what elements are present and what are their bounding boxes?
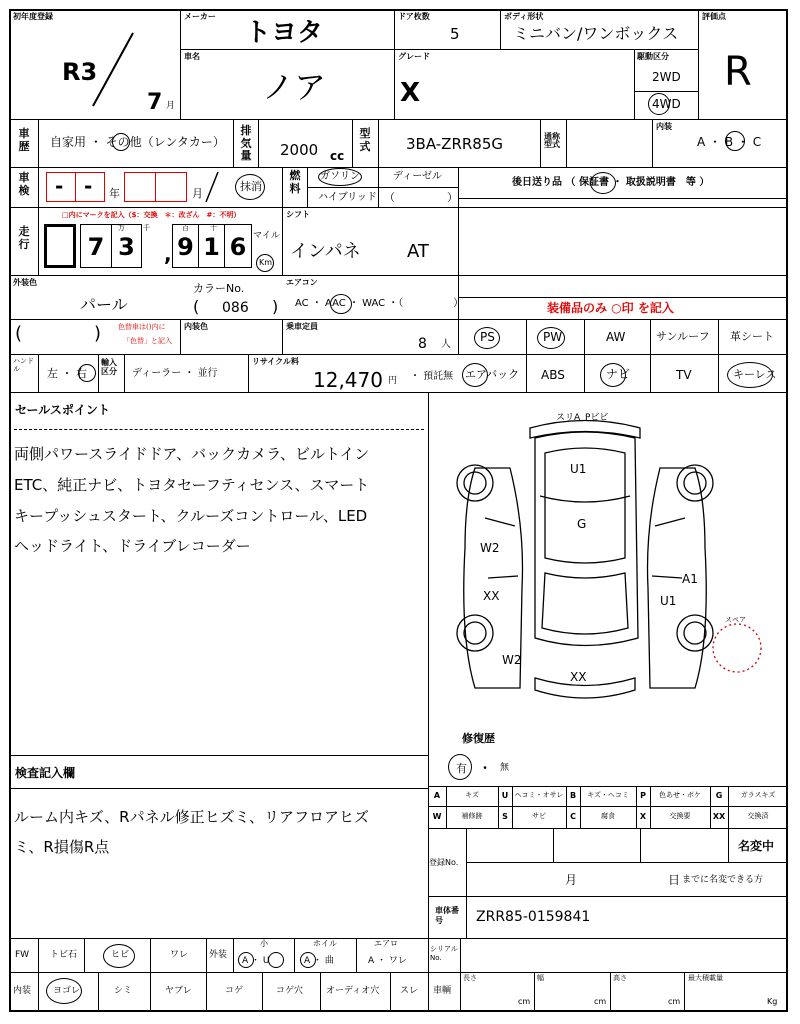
- notes-line-2: ミ、R損傷R点: [14, 838, 110, 856]
- divider: [180, 319, 181, 354]
- legend-desc: キズ: [465, 791, 479, 799]
- naiso-yogore: ヨゴレ: [53, 986, 81, 996]
- divider: [307, 187, 458, 188]
- repair-yes: 有: [456, 762, 467, 775]
- exterior-color-value: パール: [80, 295, 128, 314]
- divider: [9, 319, 788, 320]
- capacity-label: 乗車定員: [286, 322, 318, 331]
- fw-ware: ワレ: [170, 950, 189, 960]
- divider: [98, 354, 99, 392]
- gaiso-earo-val: A ・ ワレ: [368, 956, 407, 966]
- spare-label: スペア: [725, 616, 746, 624]
- interior-b-circle: [725, 131, 745, 151]
- interior-color-label: 内装色: [184, 322, 208, 331]
- mileage-note: □内にマークを記入（$：交換 ＊：改ざん #：不明）: [62, 211, 241, 219]
- divider: [294, 938, 295, 972]
- serial-label: シリアルNo.: [430, 945, 458, 962]
- fw-label: FW: [15, 950, 30, 960]
- divider: [233, 119, 234, 167]
- divider: [698, 9, 699, 119]
- equip-tv: TV: [676, 368, 692, 382]
- odo-unit-mile: マイル: [253, 231, 280, 241]
- divider: [728, 828, 729, 862]
- odometer-digit-3: 3: [111, 224, 142, 268]
- odo-unit-100: 百: [182, 224, 189, 232]
- divider: [553, 828, 554, 862]
- legend-desc: サビ: [532, 812, 546, 820]
- chassis-label: 車体番号: [435, 906, 459, 925]
- interior-note-2: 「色替」と記入: [123, 337, 172, 345]
- length-label: 長さ: [463, 974, 477, 982]
- meihen-change: 名変中: [738, 839, 775, 853]
- gaiso-hoiru-val: A ・ 曲: [304, 956, 334, 966]
- divider: [38, 938, 39, 1012]
- legend-desc: 交換済: [747, 812, 769, 820]
- grade-value: X: [400, 78, 421, 108]
- mileage-label: 走行: [18, 225, 30, 251]
- divider: [584, 319, 585, 392]
- gaiso-a-circle: [238, 952, 254, 968]
- divider: [458, 297, 788, 298]
- divider: [640, 828, 641, 862]
- legend-desc: ガラスキズ: [740, 791, 776, 799]
- inspection-year-unit: 年: [109, 187, 120, 200]
- legend-code: A: [433, 791, 441, 800]
- divider: [352, 119, 353, 167]
- aircon-aac-circle: [330, 294, 352, 314]
- recycle-unit: 円: [388, 376, 398, 386]
- equip-sunroof: サンルーフ: [656, 330, 710, 343]
- divider: [378, 119, 379, 167]
- divider: [610, 972, 611, 1012]
- drive-4wd: 4WD: [652, 97, 681, 111]
- divider: [428, 938, 429, 1012]
- displacement-value: 2000: [280, 141, 319, 159]
- divider: [718, 319, 719, 392]
- divider: [500, 9, 501, 49]
- legend-desc: 補修跡: [461, 812, 483, 820]
- naiso-shimi: シミ: [114, 986, 133, 996]
- dealer-value: ディーラー ・ 並行: [132, 368, 218, 379]
- model-label: 型式: [359, 127, 371, 153]
- reg-era: R3: [62, 58, 98, 86]
- fuel-gasoline-circle: [318, 168, 362, 186]
- mark-g: G: [577, 517, 587, 531]
- divider: [124, 354, 125, 392]
- naiso-label: 内装: [13, 986, 32, 996]
- divider: [262, 972, 263, 1012]
- equip-navi-circle: [600, 363, 626, 387]
- legend-desc: 交換要: [669, 812, 691, 820]
- equipment-title: 装備品のみ ○印 を記入: [547, 301, 674, 315]
- sales-line-2: ETC、純正ナビ、トヨタセーフティセンス、スマート: [14, 476, 370, 494]
- color-no-paren-close: ): [272, 297, 279, 316]
- divider: [526, 319, 527, 392]
- body-value: ミニバン/ワンボックス: [513, 24, 679, 43]
- slash-mark: [202, 170, 222, 204]
- inspection-d1: -: [55, 174, 64, 198]
- fuel-gasoline: ガソリン: [320, 171, 360, 182]
- legend-desc: 色あせ・ボケ: [659, 791, 701, 799]
- repair-no: 無: [500, 763, 510, 773]
- fuel-hybrid: ハイブリッド: [318, 192, 377, 203]
- odometer-digit-5: 9: [172, 224, 199, 268]
- divider: [258, 119, 259, 167]
- legend-desc: ヘコミ・オサレ: [514, 791, 564, 799]
- divider: [394, 9, 395, 119]
- divider: [566, 119, 567, 167]
- history-other-circle: [112, 133, 130, 151]
- odometer-sep: ,: [164, 242, 172, 266]
- gaiso-sho-val: A ・ U: [242, 956, 270, 966]
- fw-hibi: ヒビ: [111, 950, 130, 960]
- fuel-diesel: ディーゼル: [393, 171, 442, 182]
- repair-yes-circle: [448, 754, 472, 780]
- divider: [458, 167, 459, 354]
- aircon-label: エアコン: [286, 278, 318, 287]
- divider: [9, 167, 788, 168]
- odo-unit-km: Km: [259, 258, 273, 267]
- legend-code: S: [502, 812, 508, 821]
- legend-desc: 腐食: [601, 812, 615, 820]
- divider: [634, 91, 698, 92]
- hoiru-a-circle: [300, 952, 316, 968]
- divider: [652, 119, 653, 167]
- displacement-label: 排気量: [240, 124, 252, 163]
- divider: [98, 972, 99, 1012]
- equip-keyless: キーレス: [733, 368, 777, 381]
- handle-label: ハンドル: [13, 357, 34, 373]
- divider: [428, 896, 788, 897]
- divider: [150, 938, 151, 972]
- maker-label: メーカー: [184, 12, 216, 21]
- divider: [38, 119, 39, 167]
- carname-value: ノア: [262, 68, 327, 106]
- drive-4wd-circle: [648, 93, 670, 115]
- fw-hibi-circle: [103, 944, 135, 968]
- equip-abs: ABS: [541, 368, 565, 382]
- drive-2wd: 2WD: [652, 70, 681, 84]
- import-label: 輸入区分: [101, 358, 117, 376]
- legend-code: W: [432, 812, 442, 821]
- width-label: 幅: [537, 974, 544, 982]
- fuel-paren-open: （: [384, 191, 395, 204]
- divider: [428, 806, 788, 807]
- divider: [466, 862, 788, 863]
- fuel-label: 燃料: [289, 169, 301, 195]
- equip-aw: AW: [606, 330, 626, 344]
- inspection-cell-4: [155, 172, 187, 202]
- legend-code: B: [569, 791, 577, 800]
- notes-line-1: ルーム内キズ、Rパネル修正ヒズミ、リアフロアヒズ: [14, 808, 369, 826]
- divider: [460, 938, 461, 1012]
- inspection-cell-3: [124, 172, 156, 202]
- handle-right-circle: [78, 364, 96, 382]
- legend-code: XX: [712, 812, 726, 821]
- size-label: 車輌: [433, 986, 452, 996]
- score-value: R: [724, 49, 752, 95]
- divider: [84, 938, 85, 972]
- equip-airbag-circle: [462, 363, 488, 387]
- legend-code: G: [715, 791, 723, 800]
- divider: [428, 392, 429, 938]
- divider: [428, 786, 788, 787]
- meihen-label: 登録No.: [429, 858, 459, 867]
- history-value: 自家用 ・ その他（レンタカー）: [50, 135, 225, 149]
- divider: [356, 938, 357, 972]
- handle-value: 左 ・ 右: [47, 367, 87, 380]
- common-model-label: 通称型式: [544, 132, 560, 149]
- equip-ps: PS: [480, 330, 495, 344]
- naiso-yogore-circle: [46, 978, 82, 1004]
- interior-note-1: 色替車は()内に: [118, 323, 166, 331]
- legend-code: P: [640, 791, 646, 800]
- legend-code: C: [570, 812, 576, 821]
- maxload-label: 最大積載量: [688, 974, 723, 982]
- body-label: ボディ形状: [504, 12, 544, 21]
- gaiso-label: 外装: [209, 950, 228, 960]
- mark-xx-rear: XX: [570, 670, 587, 684]
- carname-label: 車名: [184, 52, 200, 61]
- divider: [458, 198, 788, 199]
- divider: [180, 9, 181, 119]
- interior-paren-close: ): [94, 323, 102, 344]
- height-unit: cm: [668, 997, 681, 1006]
- sales-line-3: キープッシュスタート、クルーズコントロール、LED: [14, 507, 368, 525]
- naiso-sure: スレ: [400, 986, 419, 996]
- interior-grade-value: A ・ B ・ C: [697, 135, 762, 149]
- gaiso-sho: 小: [260, 939, 268, 948]
- doors-value: 5: [450, 25, 460, 43]
- divider: [428, 828, 788, 829]
- divider: [9, 275, 788, 276]
- repair-dot: ・: [479, 761, 492, 775]
- history-label: 車歴: [18, 127, 30, 153]
- exterior-color-label: 外装色: [13, 278, 37, 287]
- displacement-unit: cc: [330, 149, 345, 163]
- divider: [9, 207, 788, 208]
- shift-type: AT: [407, 241, 429, 262]
- doors-label: ドア枚数: [398, 12, 430, 21]
- legend-desc: キズ・ヘコミ: [587, 791, 629, 799]
- equip-airbag: エアバック: [465, 368, 520, 381]
- length-unit: cm: [518, 997, 531, 1006]
- inspection-none: 抹消: [240, 180, 262, 193]
- notes-title: 検査記入欄: [15, 766, 76, 780]
- odometer-digit-6: 1: [198, 224, 225, 268]
- equip-ps-circle: [474, 327, 500, 349]
- divider: [320, 972, 321, 1012]
- drive-label: 駆動区分: [637, 52, 669, 61]
- divider: [390, 972, 391, 1012]
- meihen-day: 日: [668, 873, 681, 887]
- sales-line-4: ヘッドライト、ドライブレコーダー: [14, 537, 251, 555]
- odo-unit-10: 十: [210, 224, 217, 232]
- shift-position: インパネ: [290, 241, 361, 262]
- capacity-value: 8: [418, 336, 427, 352]
- repair-title: 修復歴: [462, 732, 495, 745]
- fuel-paren-close: ）: [447, 191, 458, 204]
- reg-month-unit: 月: [166, 101, 176, 111]
- height-label: 高さ: [613, 974, 627, 982]
- slash-mark: [85, 30, 140, 110]
- divider: [9, 938, 788, 939]
- equip-navi: ナビ: [606, 367, 631, 381]
- divider: [466, 896, 467, 938]
- mark-p-bibi: Pビビ: [585, 413, 609, 423]
- fw-tobi: トビ石: [50, 950, 78, 960]
- divider: [150, 972, 151, 1012]
- divider: [684, 972, 685, 1012]
- divider: [634, 49, 635, 119]
- equip-pw: PW: [543, 330, 563, 344]
- color-no-label: カラーNo.: [193, 282, 245, 295]
- recycle-value: 12,470: [313, 368, 383, 392]
- recycle-deposit: ・ 預託無: [410, 371, 454, 382]
- divider: [38, 354, 39, 392]
- divider: [14, 429, 424, 430]
- mark-u1-front: U1: [570, 462, 587, 476]
- gaiso-earo: エアロ: [374, 939, 398, 948]
- divider: [9, 354, 788, 355]
- divider: [534, 972, 535, 1012]
- capacity-unit: 人: [441, 339, 451, 350]
- divider: [9, 119, 788, 120]
- color-no-value: 086: [222, 300, 249, 316]
- chassis-value: ZRR85-0159841: [476, 909, 591, 925]
- divider: [9, 755, 428, 756]
- divider: [38, 167, 39, 207]
- shift-label: シフト: [286, 210, 310, 219]
- naiso-koge: コゲ: [225, 986, 244, 996]
- equip-keyless-circle: [727, 362, 773, 388]
- divider: [9, 392, 788, 393]
- model-value: 3BA-ZRR85G: [406, 135, 504, 153]
- inspection-label: 車検: [18, 171, 30, 197]
- later-docs: 後日送り品 （ 保証書 ・ 取扱説明書 等 ）: [512, 177, 710, 188]
- mark-u1-right: U1: [660, 594, 677, 608]
- meihen-month: 月: [565, 873, 578, 887]
- odometer-digit-1: [44, 224, 76, 268]
- width-unit: cm: [594, 997, 607, 1006]
- mark-a1-right: A1: [682, 572, 698, 586]
- odo-unit-10k: 万: [118, 224, 125, 232]
- sales-line-1: 両側パワースライドドア、バックカメラ、ビルトイン: [14, 445, 370, 463]
- mark-w2-rear: W2: [502, 653, 522, 667]
- mark-suri-a: スリA: [556, 413, 581, 423]
- grade-label: グレード: [398, 52, 430, 61]
- aircon-value: AC ・ AAC ・ WAC ・（ ）: [295, 298, 464, 309]
- inspection-d2: -: [84, 174, 93, 198]
- sales-title: セールスポイント: [15, 403, 110, 417]
- naiso-yabure: ヤブレ: [165, 986, 192, 996]
- divider: [38, 207, 39, 275]
- recycle-label: リサイクル料: [252, 357, 299, 366]
- mark-w2-left: W2: [480, 541, 500, 555]
- color-no-paren: (: [193, 297, 200, 316]
- naiso-audio: オーディオ穴: [326, 986, 380, 996]
- meihen-deadline: までに名変できる方: [682, 875, 764, 885]
- divider: [233, 938, 234, 972]
- equip-pw-circle: [537, 327, 565, 349]
- equip-leather: 革シート: [730, 330, 774, 343]
- inspection-none-circle: [235, 174, 265, 200]
- naiso-kogeana: コゲ穴: [276, 986, 304, 996]
- odometer-digit-2: 7: [80, 224, 112, 268]
- divider: [206, 938, 207, 1012]
- car-diagram: [440, 408, 785, 708]
- interior-grade-label: 内装: [656, 122, 672, 131]
- gaiso-u-circle: [268, 952, 284, 968]
- interior-paren-open: (: [15, 323, 23, 344]
- odo-unit-1k: 千: [143, 224, 150, 232]
- reg-month: 7: [147, 90, 163, 115]
- score-label: 評価点: [702, 12, 726, 21]
- divider: [540, 119, 541, 167]
- divider: [9, 788, 428, 789]
- legend-code: X: [639, 812, 647, 821]
- divider: [9, 972, 788, 973]
- legend-code: U: [501, 791, 509, 800]
- maxload-unit: Kg: [767, 997, 778, 1006]
- docs-warranty-circle: [590, 172, 616, 194]
- maker-value: トヨタ: [245, 18, 324, 48]
- mark-xx-left: XX: [483, 589, 500, 603]
- divider: [282, 319, 283, 354]
- divider: [282, 167, 283, 275]
- odometer-digit-7: 6: [224, 224, 252, 268]
- divider: [180, 49, 698, 50]
- inspection-month-unit: 月: [192, 187, 203, 200]
- divider: [650, 319, 651, 392]
- odo-km-circle: [256, 254, 274, 272]
- divider: [248, 354, 249, 392]
- reg-year-label: 初年度登録: [13, 12, 53, 21]
- gaiso-hoiru: ホイル: [313, 939, 337, 948]
